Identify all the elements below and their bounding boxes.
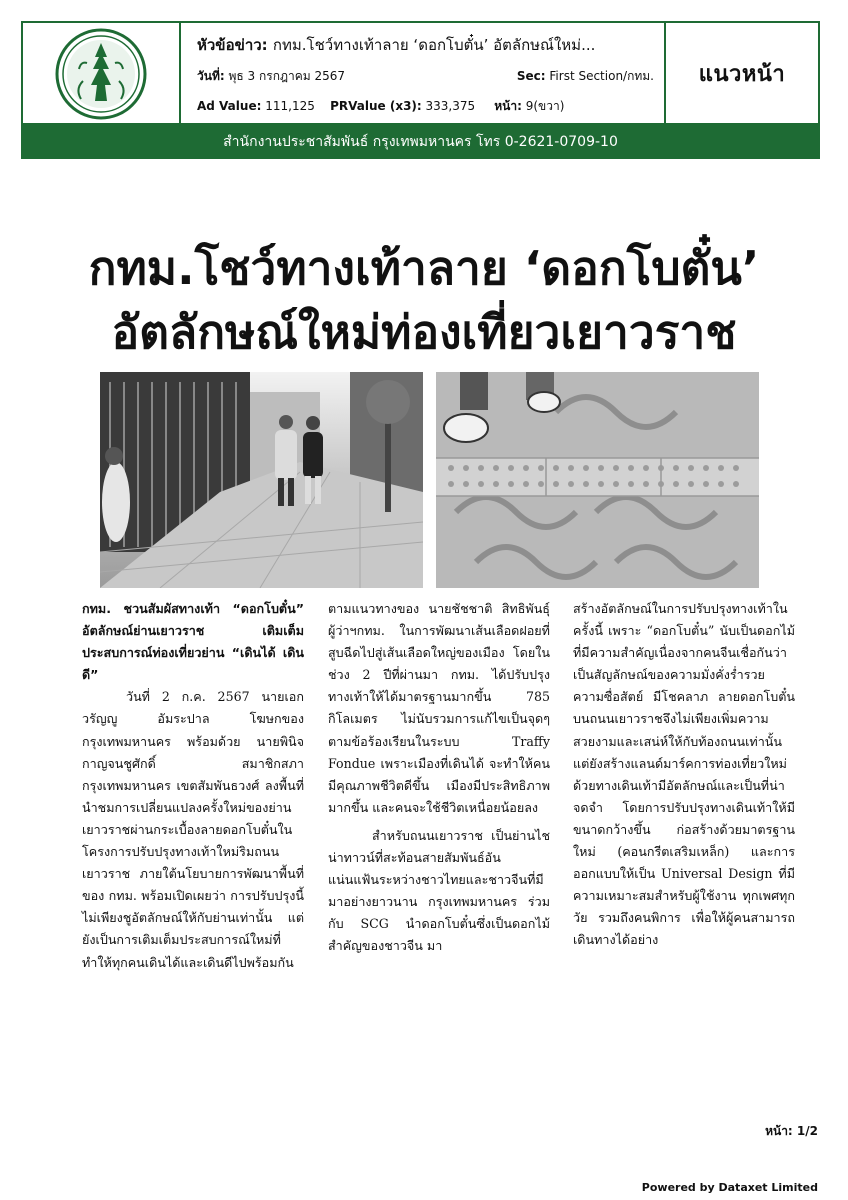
clipping-info: [179, 23, 666, 123]
ad-value-label: Ad Value:: [197, 99, 262, 113]
paving-tile-photo: [436, 372, 759, 588]
headline-value: กทม.โชว์ทางเท้าลาย ‘ดอกโบตั๋น’ อัตลักษณ์ใหม่...: [272, 36, 596, 54]
value-row: [197, 97, 564, 116]
article-paragraph: สร้างอัตลักษณ์ในการปรับปรุงทางเท้าในครั้งนี้ เพราะ “ดอกโบตั๋น” นับเป็นดอกไม้ที่มีความสำคัญเนื่องจากคนจีนเชื่อกันว่าเป็นสัญลักษณ์ของความมั่งคั่งร่ำรวย ความซื่อสัตย์ มีโชคลาภ ลายดอกโบตั๋นบนถนนเยาวราชจึงไม่เพียงเพิ่มความสวยงามและเสน่ห์ให้กับท้องถนนเท่านั้น แต่ยังสร้างแลนด์มาร์คการท่องเที่ยวใหม่ ด้วยทางเดินเท้ามีอัตลักษณ์และเป็นที่น่าจดจำ โดยการปรับปรุงทางเดินเท้าให้มีขนาดกว้างขึ้น ก่อสร้างด้วยมาตรฐานใหม่ (คอนกรีตเสริมเหล็ก) และการออกแบบให้เป็น Universal Design ที่มีความเหมาะสมสำหรับผู้ใช้งาน ทุกเพศทุกวัย รวมถึงคนพิการ เพื่อให้ผู้คนสามารถเดินทางได้อย่าง: [573, 601, 795, 948]
pr-value-label: PRValue (x3):: [330, 99, 422, 113]
powered-by: Powered by Dataxet Limited: [641, 1181, 818, 1194]
section-label: Sec:: [516, 69, 546, 83]
ad-value: 111,125: [265, 99, 315, 113]
article-paragraph: สำหรับถนนเยาวราช เป็นย่านไชน่าทาวน์ที่สะท้อนสายสัมพันธ์อันแน่นแฟ้นระหว่างชาวไทยและชาวจีนที่มีมาอย่างยาวนาน กรุงเทพมหานคร ร่วมกับ SCG นำดอกโบตั๋นซึ่งเป็นดอกไม้สำคัญของชาวจีน มา: [328, 827, 550, 954]
bangkok-emblem-logo: [23, 23, 179, 123]
page-position-cell: [666, 23, 818, 123]
section-row: [517, 67, 654, 86]
date-value: พุธ 3 กรกฎาคม 2567: [228, 69, 346, 83]
headline-row: [197, 33, 595, 57]
article-column-3: [573, 598, 795, 952]
page-label: หน้า:: [494, 99, 522, 113]
agency-bar: [21, 125, 820, 159]
article-column-1: [82, 598, 304, 974]
article-title-line1: กทม.โชว์ทางเท้าลาย ‘ดอกโบตั๋น’: [88, 241, 760, 295]
street-photo: [100, 372, 423, 588]
agency-text: สำนักงานประชาสัมพันธ์ กรุงเทพมหานคร โทร 0-2621-0709-10: [223, 134, 618, 150]
page-position: แนวหน้า: [698, 61, 786, 87]
page-indicator: หน้า: 1/2: [765, 1124, 818, 1138]
article-column-2: [328, 598, 550, 958]
clipping-header: [21, 21, 820, 125]
date-label: วันที่:: [197, 69, 225, 83]
article-lead: กทม. ชวนสัมผัสทางเท้า “ดอกโบตั๋น” อัตลักษณ์ย่านเยาวราช เติมเต็มประสบการณ์ท่องเที่ยวย่าน “เดินได้ เดินดี”: [82, 601, 304, 683]
headline-label: หัวข้อข่าว:: [197, 36, 268, 54]
article-paragraph: วันที่ 2 ก.ค. 2567 นายเอกวรัญญู อัมระปาล โฆษกของกรุงเทพมหานคร พร้อมด้วย นายพินิจ กาญจนชูศักดิ์ สมาชิกสภากรุงเทพมหานคร เขตสัมพันธวงศ์ ลงพื้นที่นำชมการเปลี่ยนแปลงครั้งใหม่ของย่านเยาวราชผ่านกระเบื้องลายดอกโบตั๋นในโครงการปรับปรุงทางเท้าใหม่ริมถนนเยาวราช ภายใต้นโยบายการพัฒนาพื้นที่ของ กทม. พร้อมเปิดเผยว่า การปรับปรุงนี้ไม่เพียงชูอัตลักษณ์ให้กับย่านเท่านั้น แต่ยังเป็นการเติมเต็มประสบการณ์ใหม่ที่ทำให้ทุกคนเดินได้และเดินดีไปพร้อมกัน: [82, 689, 304, 970]
article-title-line2: อัตลักษณ์ใหม่ท่องเที่ยวเยาวราช: [111, 305, 737, 359]
section-value: First Section/กทม.: [549, 69, 654, 83]
page-value: 9(ขวา): [525, 99, 565, 113]
article-paragraph: ตามแนวทางของ นายชัชชาติ สิทธิพันธุ์ ผู้ว่าฯกทม. ในการพัฒนาเส้นเลือดฝอยที่สูบฉีดไปสู่เส้นเลือดใหญ่ของเมือง โดยในช่วง 2 ปีที่ผ่านมา กทม. ได้ปรับปรุงทางเท้าให้ได้มาตรฐานมากขึ้น 785 กิโลเมตร ไม่นับรวมการแก้ไขเป็นจุดๆ ตามข้อร้องเรียนในระบบ Traffy Fondue เพราะเมืองที่เดินได้ จะทำให้คนมีคุณภาพชีวิตดีขึ้น เมืองมีประสิทธิภาพมากขึ้น และคนจะใช้ชีวิตเหนื่อยน้อยลง: [328, 601, 550, 815]
pr-value: 333,375: [425, 99, 476, 113]
logo-cell: [23, 23, 181, 123]
date-row: [197, 67, 345, 86]
